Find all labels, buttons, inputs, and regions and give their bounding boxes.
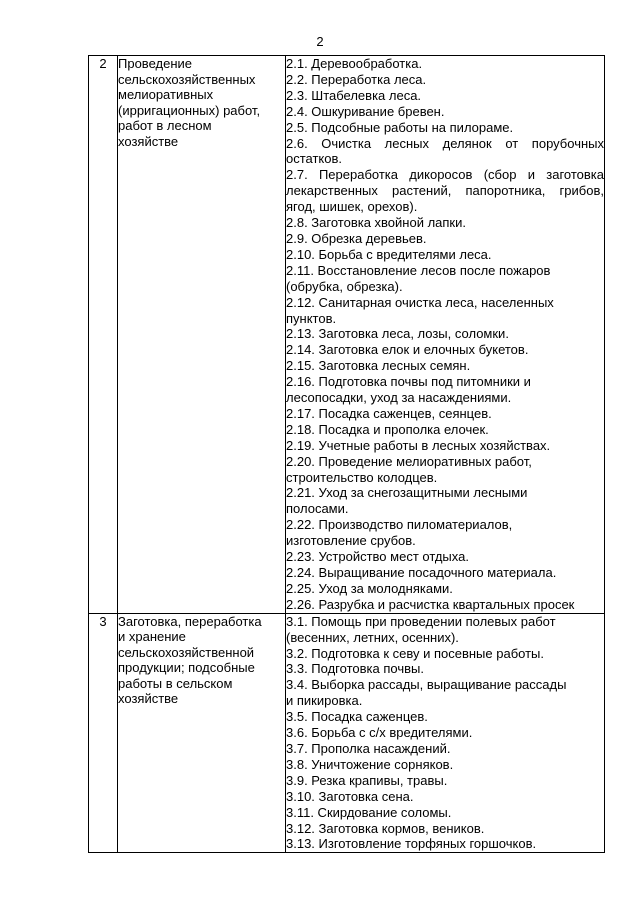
work-item: 3.4. Выборка рассады, выращивание рассады и пикировка. — [286, 677, 567, 709]
work-item: 2.23. Устройство мест отдыха. — [286, 549, 469, 565]
work-item: 2.12. Санитарная очистка леса, населенных пунктов. — [286, 294, 554, 326]
works-table — [88, 55, 605, 853]
work-item: 3.13. Изготовление торфяных горшочков. — [286, 836, 537, 852]
work-item: 3.2. Подготовка к севу и посевные работы. — [286, 645, 544, 661]
work-item: 2.15. Заготовка лесных семян. — [286, 358, 471, 374]
work-item: 3.6. Борьба с с/х вредителями. — [286, 725, 473, 741]
work-item: 3.12. Заготовка кормов, веников. — [286, 820, 485, 836]
work-item: 3.5. Посадка саженцев. — [286, 709, 428, 725]
page-number: 2 — [316, 34, 324, 49]
work-item: 2.6. Очистка лесных делянок от порубочных остатков. — [286, 135, 604, 167]
work-item: 2.17. Посадка саженцев, сеянцев. — [286, 405, 492, 421]
work-item: 2.14. Заготовка елок и елочных букетов. — [286, 342, 529, 358]
work-item: 2.1. Деревообработка. — [286, 56, 423, 71]
table-row — [89, 56, 605, 614]
work-item: 2.18. Посадка и прополка елочек. — [286, 421, 489, 437]
work-item: 3.1. Помощь при проведении полевых работ (весенних, летних, осенних). — [286, 613, 556, 645]
work-item: 3.8. Уничтожение сорняков. — [286, 756, 454, 772]
work-item: 2.7. Переработка дикоросов (сбор и заготовка лекарственных растений, папоротника, грибов, ягод, шишек, орехов). — [286, 167, 604, 215]
work-item: 2.3. Штабелевка леса. — [286, 87, 422, 103]
section-title: Заготовка, переработка и хранение сельскохозяйственной продукции; подсобные работы в сельском хозяйстве — [118, 613, 286, 853]
row-number: 3 — [89, 613, 118, 853]
work-item: 2.4. Ошкуривание бревен. — [286, 103, 445, 119]
work-item: 2.9. Обрезка деревьев. — [286, 230, 427, 246]
work-item: 2.5. Подсобные работы на пилораме. — [286, 119, 514, 135]
section-title: Проведение сельскохозяйственных мелиоративных (ирригационных) работ, работ в лесном хозяйстве — [118, 56, 286, 614]
work-item: 3.3. Подготовка почвы. — [286, 661, 424, 677]
work-item: 2.16. Подготовка почвы под питомники и лесопосадки, уход за насаждениями. — [286, 374, 531, 406]
work-item: 2.13. Заготовка леса, лозы, соломки. — [286, 326, 509, 342]
work-item: 3.7. Прополка насаждений. — [286, 740, 451, 756]
work-list — [286, 613, 605, 853]
work-item: 2.25. Уход за молодняками. — [286, 580, 453, 596]
work-item: 3.11. Скирдование соломы. — [286, 804, 452, 820]
work-item: 2.2. Переработка леса. — [286, 71, 427, 87]
work-list — [286, 56, 605, 614]
work-item: 2.21. Уход за снегозащитными лесными полосами. — [286, 485, 528, 517]
work-item: 2.8. Заготовка хвойной лапки. — [286, 215, 466, 231]
work-item: 2.24. Выращивание посадочного материала. — [286, 565, 557, 580]
work-item: 3.9. Резка крапивы, травы. — [286, 772, 448, 788]
work-item: 2.11. Восстановление лесов после пожаров (обрубка, обрезка). — [286, 262, 551, 294]
work-item: 3.10. Заготовка сена. — [286, 788, 414, 804]
work-item: 2.20. Проведение мелиоративных работ, строительство колодцев. — [286, 453, 532, 485]
work-item: 2.10. Борьба с вредителями леса. — [286, 246, 492, 262]
row-number: 2 — [89, 56, 118, 614]
table-row — [89, 613, 605, 853]
work-item: 2.26. Разрубка и расчистка квартальных просек — [286, 596, 575, 612]
work-item: 2.22. Производство пиломатериалов, изготовление срубов. — [286, 517, 513, 549]
work-item: 2.19. Учетные работы в лесных хозяйствах. — [286, 437, 551, 453]
